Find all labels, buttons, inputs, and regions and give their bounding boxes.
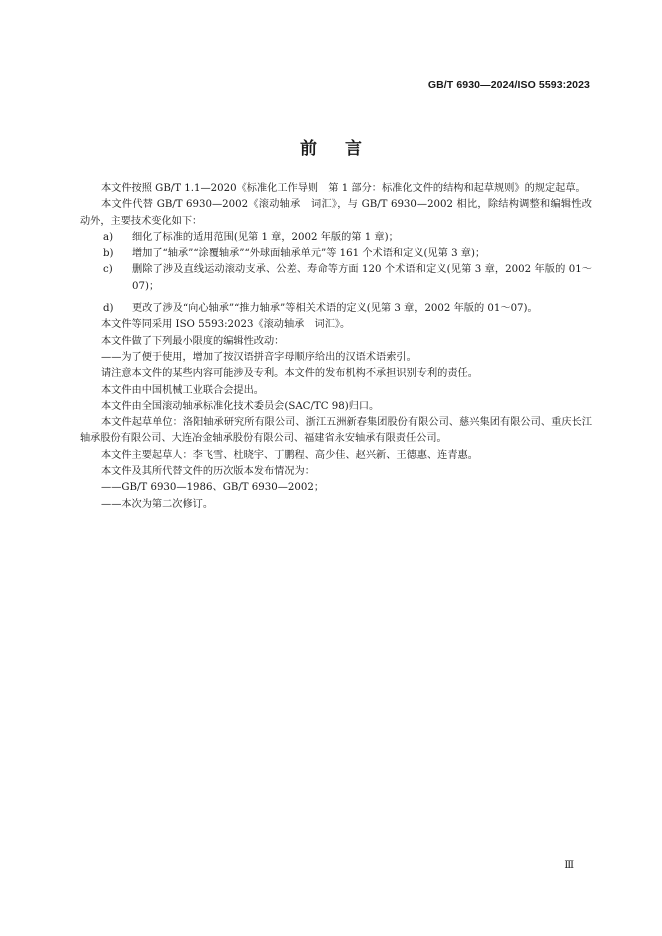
dash-item: ——GB/T 6930—1986、GB/T 6930—2002； [101, 482, 325, 494]
paragraph-editorial-changes: 本文件做了下列最小限度的编辑性改动： [101, 335, 285, 347]
dash-item: ——为了便于使用，增加了按汉语拼音字母顺序给出的汉语术语索引。 [101, 351, 417, 363]
list-item-text: 删除了涉及直线运动滚动支承、公差、寿命等方面 120 个术语和定义(见第 3 章，2002 年版的 01～07)； [132, 264, 592, 292]
page-number: Ⅲ [564, 860, 574, 871]
paragraph-identical-adoption: 本文件等同采用 ISO 5593:2023《滚动轴承 词汇》。 [101, 319, 351, 331]
paragraph-drafters: 本文件主要起草人：李飞雪、杜晓宇、丁鹏程、高少佳、赵兴新、王德惠、连青惠。 [101, 449, 478, 461]
foreword-body [80, 181, 592, 513]
paragraph-drafting-rules: 本文件按照 GB/T 1.1—2020《标准化工作导则 第 1 部分：标准化文件的结构和起草规则》的规定起草。 [101, 183, 586, 194]
list-item [80, 246, 592, 262]
paragraph-patent-notice: 请注意本文件的某些内容可能涉及专利。本文件的发布机构不承担识别专利的责任。 [101, 368, 478, 380]
list-item-text: 增加了“轴承”“涂覆轴承”“外球面轴承单元”等 161 个术语和定义(见第 3 章)； [132, 248, 486, 260]
paragraph-history: 本文件及其所代替文件的历次版本发布情况为： [101, 466, 315, 478]
dash-item: ——本次为第二次修订。 [101, 498, 214, 510]
list-item-label: b) [103, 248, 114, 260]
list-item-label: c) [103, 264, 113, 276]
list-item [80, 230, 592, 246]
list-item [80, 301, 592, 317]
standard-code: GB/T 6930—2024/ISO 5593:2023 [427, 79, 590, 91]
list-item-label: a) [103, 231, 114, 243]
paragraph-replaces: 本文件代替 GB/T 6930—2002《滚动轴承 词汇》，与 GB/T 6930—2002 相比，除结构调整和编辑性改动外，主要技术变化如下： [80, 199, 592, 227]
page-title: 前言 [300, 139, 390, 159]
paragraph-proposed-by: 本文件由中国机械工业联合会提出。 [101, 384, 264, 396]
paragraph-under-jurisdiction: 本文件由全国滚动轴承标准化技术委员会(SAC/TC 98)归口。 [101, 400, 380, 412]
list-item [80, 262, 592, 295]
list-item-label: d) [103, 303, 114, 315]
list-item-text: 更改了涉及“向心轴承”“推力轴承”等相关术语的定义(见第 3 章，2002 年版的 01～07)。 [132, 303, 538, 315]
list-item-text: 细化了标准的适用范围(见第 1 章，2002 年版的第 1 章)； [132, 231, 399, 243]
paragraph-drafting-units: 本文件起草单位：洛阳轴承研究所有限公司、浙江五洲新春集团股份有限公司、慈兴集团有限公司、重庆长江轴承股份有限公司、大连冶金轴承股份有限公司、福建省永安轴承有限责任公司。 [80, 417, 592, 445]
